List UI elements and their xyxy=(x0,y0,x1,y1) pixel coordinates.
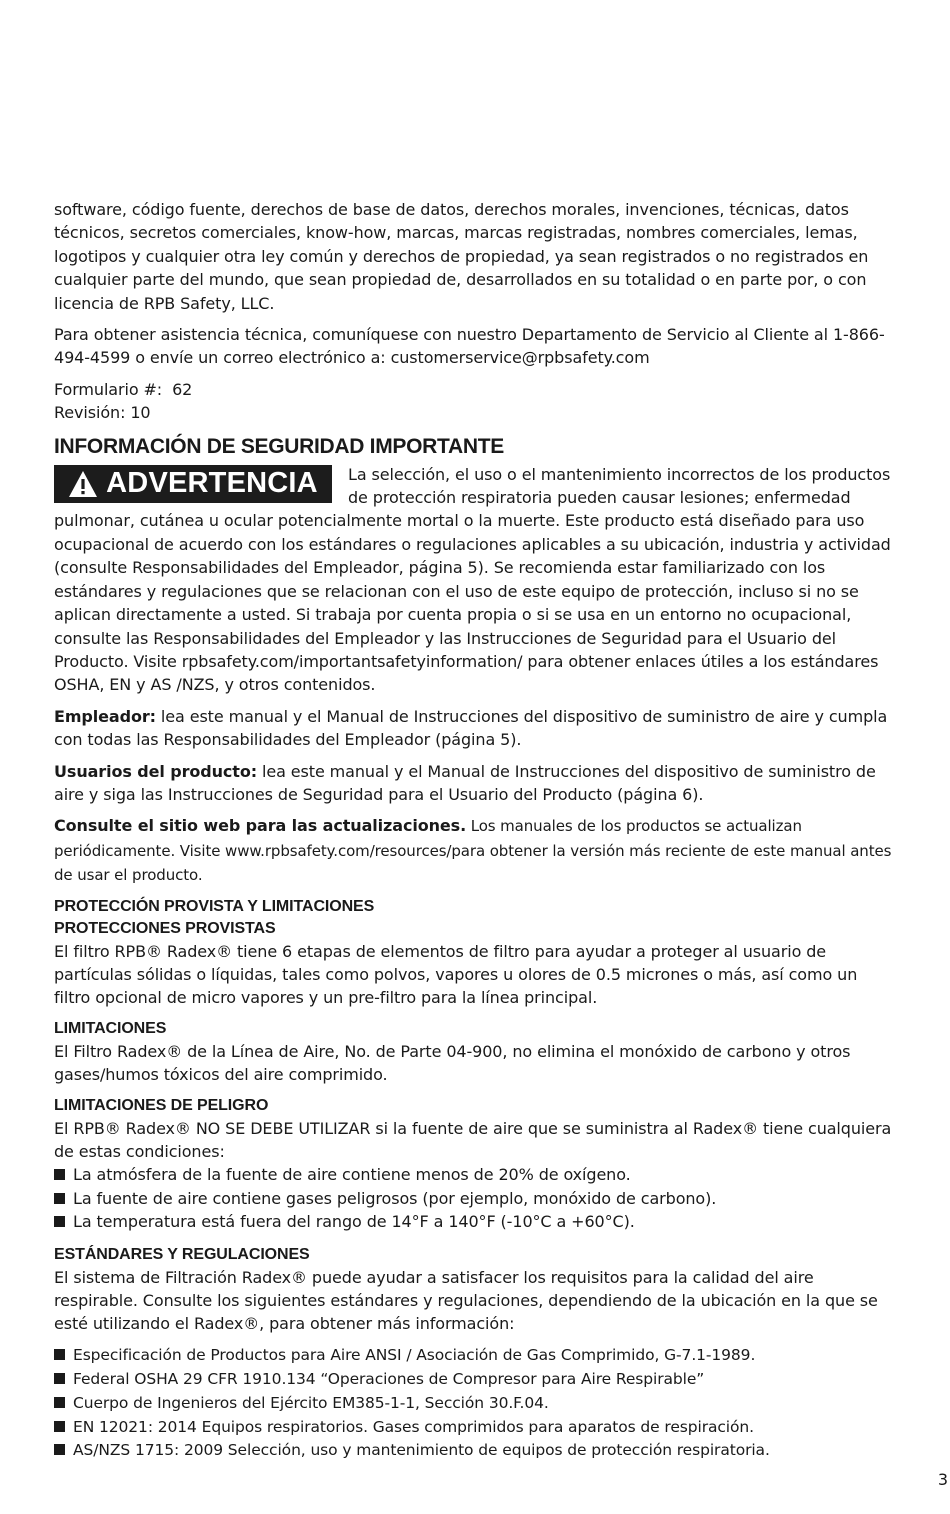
list-item: La temperatura está fuera del rango de 14°F a 140°F (-10°C a +60°C). xyxy=(54,1210,894,1233)
list-item: La fuente de aire contiene gases peligrosos (por ejemplo, monóxido de carbono). xyxy=(54,1187,894,1210)
warning-triangle-icon xyxy=(68,469,98,499)
website-text: Los manuales de los productos se actualizan periódicamente. Visite www.rpbsafety.com/resources/para obtener la versión más reciente de este manual antes de usar el producto. xyxy=(54,817,892,885)
standards-heading: ESTÁNDARES Y REGULACIONES xyxy=(54,1245,310,1263)
bullet-square-icon xyxy=(54,1397,65,1408)
bullet-square-icon xyxy=(54,1216,65,1227)
limitations-text: El Filtro Radex® de la Línea de Aire, No. de Parte 04-900, no elimina el monóxido de carbono y otros gases/humos tóxicos del aire comprimido. xyxy=(54,1041,851,1085)
warning-badge-label: ADVERTENCIA xyxy=(106,466,318,499)
warning-text: La selección, el uso o el mantenimiento incorrectos de los productos de protección respiratoria pueden causar lesiones; enfermedad pulmonar, cutánea u ocular potencialmente mortal o la muerte. Este producto está diseñado para uso ocupacional de acuerdo con los estándares o regulaciones aplicables a su ubicación, industria y actividad (consulte Responsabilidades del Empleador, página 5). Se recomienda estar familiarizado con los estándares y regulaciones que se relacionan con el uso de este equipo de protección, incluso si no se aplican directamente a usted. Si trabaja por cuenta propia o si se usa en un entorno no ocupacional, consulte las Responsabilidades del Empleador y las Instrucciones de Seguridad para el Usuario del Producto. Visite rpbsafety.com/importantsafetyinformation/ para obtener enlaces útiles a los estándares OSHA, EN y AS /NZS, y otros contenidos. xyxy=(54,464,891,695)
employer-paragraph xyxy=(54,705,894,752)
bullet-square-icon xyxy=(54,1444,65,1455)
page-content xyxy=(54,198,894,1467)
hazard-heading: LIMITACIONES DE PELIGRO xyxy=(54,1096,269,1114)
limitations-heading: LIMITACIONES xyxy=(54,1019,167,1037)
users-lead: Usuarios del producto: xyxy=(54,761,258,781)
website-lead: Consulte el sitio web para las actualizaciones. xyxy=(54,816,467,836)
list-item: EN 12021: 2014 Equipos respiratorios. Gases comprimidos para aparatos de respiración. xyxy=(54,1416,894,1439)
users-paragraph xyxy=(54,760,894,807)
bullet-square-icon xyxy=(54,1373,65,1384)
ip-paragraph: software, código fuente, derechos de base de datos, derechos morales, invenciones, técnicas, datos técnicos, secretos comerciales, know-how, marcas, marcas registradas, nombres comerciales, lemas, logotipos y cualquier otra ley común y derechos de propiedad, ya sean registrados o no registrados en cualquier parte del mundo, que sean propiedad de, desarrollados en su totalidad o en parte por, o con licencia de RPB Safety, LLC. xyxy=(54,200,869,313)
list-item: AS/NZS 1715: 2009 Selección, uso y mantenimiento de equipos de protección respiratoria. xyxy=(54,1439,894,1462)
standards-list xyxy=(54,1344,894,1463)
bullet-square-icon xyxy=(54,1349,65,1360)
protection-text: El filtro RPB® Radex® tiene 6 etapas de elementos de filtro para ayudar a proteger al usuario de partículas sólidas o líquidas, tales como polvos, vapores u olores de 0.5 micrones o más, así como un filtro opcional de micro vapores y un pre-filtro para la línea principal. xyxy=(54,941,858,1008)
standards-text: El sistema de Filtración Radex® puede ayudar a satisfacer los requisitos para la calidad del aire respirable. Consulte los siguientes estándares y regulaciones, dependiendo de la ubicación en la que se esté utilizando el Radex®, para obtener más información: xyxy=(54,1267,878,1334)
list-item: La atmósfera de la fuente de aire contiene menos de 20% de oxígeno. xyxy=(54,1163,894,1186)
warning-badge xyxy=(54,465,332,503)
bullet-square-icon xyxy=(54,1193,65,1204)
form-number: Formulario #: 62 xyxy=(54,379,193,399)
warning-block xyxy=(54,463,894,697)
bullet-square-icon xyxy=(54,1421,65,1432)
employer-text: lea este manual y el Manual de Instrucciones del dispositivo de suministro de aire y cumpla con todas las Responsabilidades del Empleador (página 5). xyxy=(54,706,888,750)
website-paragraph xyxy=(54,814,894,887)
protection-heading: PROTECCIÓN PROVISTA Y LIMITACIONES xyxy=(54,897,375,915)
users-text: lea este manual y el Manual de Instrucciones del dispositivo de suministro de aire y siga las Instrucciones de Seguridad para el Usuario del Producto (página 6). xyxy=(54,761,876,804)
employer-lead: Empleador: xyxy=(54,706,156,726)
revision: Revisión: 10 xyxy=(54,403,151,423)
safety-heading: INFORMACIÓN DE SEGURIDAD IMPORTANTE xyxy=(54,434,504,458)
support-paragraph: Para obtener asistencia técnica, comuníquese con nuestro Departamento de Servicio al Cliente al 1-866-494-4599 o envíe un correo electrónico a: customerservice@rpbsafety.com xyxy=(54,325,885,368)
hazard-text: El RPB® Radex® NO SE DEBE UTILIZAR si la fuente de aire que se suministra al Radex® tiene cualquiera de estas condiciones: xyxy=(54,1118,892,1161)
protection-subheading: PROTECCIONES PROVISTAS xyxy=(54,919,276,937)
bullet-square-icon xyxy=(54,1169,65,1180)
list-item: Federal OSHA 29 CFR 1910.134 “Operaciones de Compresor para Aire Respirable” xyxy=(54,1368,894,1391)
list-item: Cuerpo de Ingenieros del Ejército EM385-1-1, Sección 30.F.04. xyxy=(54,1392,894,1415)
list-item: Especificación de Productos para Aire ANSI / Asociación de Gas Comprimido, G-7.1-1989. xyxy=(54,1344,894,1367)
hazard-list xyxy=(54,1163,894,1233)
page-number: 3 xyxy=(937,1470,948,1489)
